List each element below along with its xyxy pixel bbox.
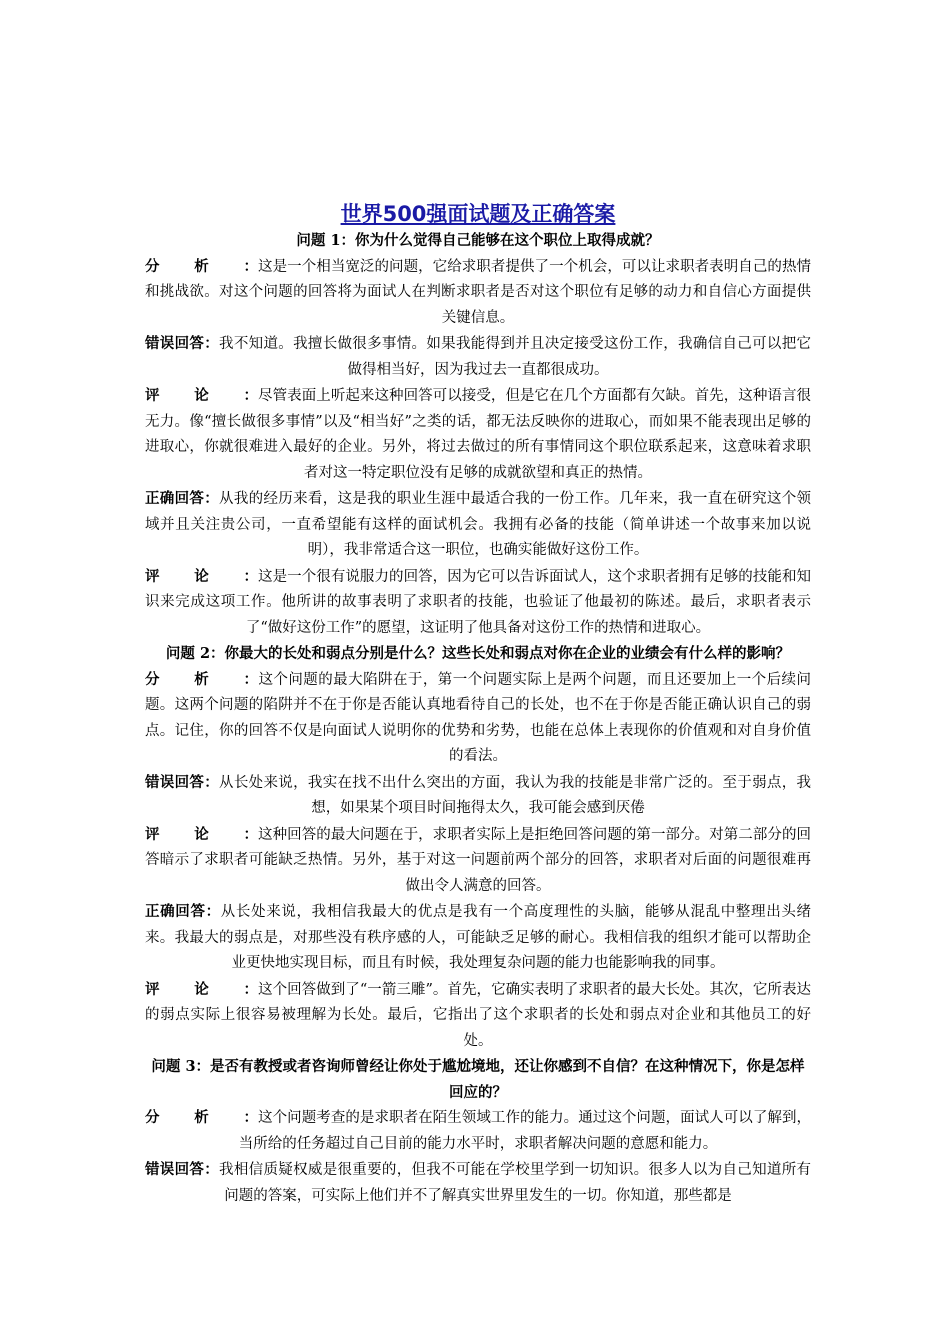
wrong-answer-label: 错误回答： <box>145 773 220 791</box>
right-answer-text: 从长处来说，我相信我最大的优点是我有一个高度理性的头脑，能够从混乱中整理出头绪来。我最大的弱点是，对那些没有秩序感的人，可能缺乏足够的耐心。我相信我的组织才能可以帮助企业更快地实现目标，而且有时候，我处理复杂问题的能力也能影响我的同事。 <box>145 904 812 971</box>
wrong-answer-text: 从长处来说，我实在找不出什么突出的方面，我认为我的技能是非常广泛的。至于弱点，我想，如果某个项目时间拖得太久，我可能会感到厌倦 <box>219 774 812 816</box>
question-heading: 问题 3：是否有教授或者咨询师曾经让你处于尴尬境地，还让你感到不自信？在这种情况下，你是怎样回应的？ <box>151 1058 805 1101</box>
comment-text: 这是一个很有说服力的回答，因为它可以告诉面试人，这个求职者拥有足够的技能和知识来完成这项工作。他所讲的故事表明了求职者的技能，也验证了他最初的陈述。最后，求职者表示了“做好这份工作”的愿望，这证明了他具备对这份工作的热情和进取心。 <box>145 568 811 636</box>
right-answer-text: 从我的经历来看，这是我的职业生涯中最适合我的一份工作。几年来，我一直在研究这个领域并且关注贵公司，一直希望能有这样的面试机会。我拥有必备的技能（简单讲述一个故事来加以说明），我非常适合这一职位，也确实能做好这份工作。 <box>145 491 812 558</box>
right-answer-paragraph <box>145 899 811 977</box>
right-answer-label: 正确回答： <box>145 490 220 507</box>
wrong-answer-text: 我相信质疑权威是很重要的，但我不可能在学校里学到一切知识。很多人以为自己知道所有问题的答案，可实际上他们并不了解真实世界里发生的一切。你知道，那些都是 <box>219 1162 812 1204</box>
right-answer-label: 正确回答： <box>145 903 221 920</box>
document-title: 世界500强面试题及正确答案 <box>340 202 616 226</box>
wrong-answer-label: 错误回答： <box>145 1161 220 1178</box>
document-body <box>145 200 811 1209</box>
analysis-paragraph <box>145 667 811 770</box>
comment-label: 评论： <box>145 567 258 585</box>
question-heading: 问题 2：你最大的长处和弱点分别是什么？这些长处和弱点对你在企业的业绩会有什么样的影响？ <box>165 645 791 662</box>
analysis-paragraph <box>145 1105 811 1157</box>
comment-paragraph <box>145 977 811 1055</box>
comment-text: 这个回答做到了“一箭三雕”。首先，它确实表明了求职者的最大长处。其次，它所表达的弱点实际上很容易被理解为长处。最后，它指出了这个求职者的长处和弱点对企业和其他员工的好处。 <box>145 981 811 1049</box>
question-heading: 问题 1：你为什么觉得自己能够在这个职位上取得成就？ <box>296 232 660 249</box>
analysis-label: 分析： <box>145 1109 258 1126</box>
wrong-answer-paragraph <box>145 331 811 383</box>
wrong-answer-paragraph <box>145 770 811 822</box>
comment-text: 这种回答的最大问题在于，求职者实际上是拒绝回答问题的第一部分。对第二部分的回答暗示了求职者可能缺乏热情。另外，基于对这一问题前两个部分的回答，求职者对后面的问题很难再做出令人满意的回答。 <box>145 826 811 894</box>
comment-label: 评论： <box>145 387 258 404</box>
comment-paragraph <box>145 383 811 486</box>
right-answer-paragraph <box>145 486 811 564</box>
comment-paragraph <box>145 822 811 900</box>
comment-label: 评论： <box>145 980 258 998</box>
analysis-paragraph <box>145 254 811 332</box>
wrong-answer-text: 我不知道。我擅长做很多事情。如果我能得到并且决定接受这份工作，我确信自己可以把它做得相当好，因为我过去一直都很成功。 <box>219 336 812 378</box>
comment-paragraph <box>145 564 811 642</box>
analysis-text: 这个问题的最大陷阱在于，第一个问题实际上是两个问题，而且还要加上一个后续问题。这两个问题的陷阱并不在于你是否能认真地看待自己的长处，也不在于你是否能正确认识自己的弱点。记住，你的回答不仅是向面试人说明你的优势和劣势，也能在总体上表现你的价值观和对自身价值的看法。 <box>145 671 811 764</box>
wrong-answer-paragraph <box>145 1157 811 1209</box>
comment-text: 尽管表面上听起来这种回答可以接受，但是它在几个方面都有欠缺。首先，这种语言很无力。像“擅长做很多事情”以及“相当好”之类的话，都无法反映你的进取心，而如果不能表现出足够的进取心，你就很难进入最好的企业。另外，将过去做过的所有事情同这个职位联系起来，这意味着求职者对这一特定职位没有足够的成就欲望和真正的热情。 <box>145 388 811 481</box>
analysis-text: 这个问题考查的是求职者在陌生领域工作的能力。通过这个问题，面试人可以了解到，当所给的任务超过自己目前的能力水平时，求职者解决问题的意愿和能力。 <box>238 1110 811 1152</box>
analysis-label: 分析： <box>145 257 258 275</box>
analysis-text: 这是一个相当宽泛的问题，它给求职者提供了一个机会，可以让求职者表明自己的热情和挑战欲。对这个问题的回答将为面试人在判断求职者是否对这个职位有足够的动力和自信心方面提供关键信息。 <box>145 258 811 326</box>
analysis-label: 分析： <box>145 670 258 688</box>
wrong-answer-label: 错误回答： <box>145 335 220 352</box>
comment-label: 评论： <box>145 825 258 843</box>
